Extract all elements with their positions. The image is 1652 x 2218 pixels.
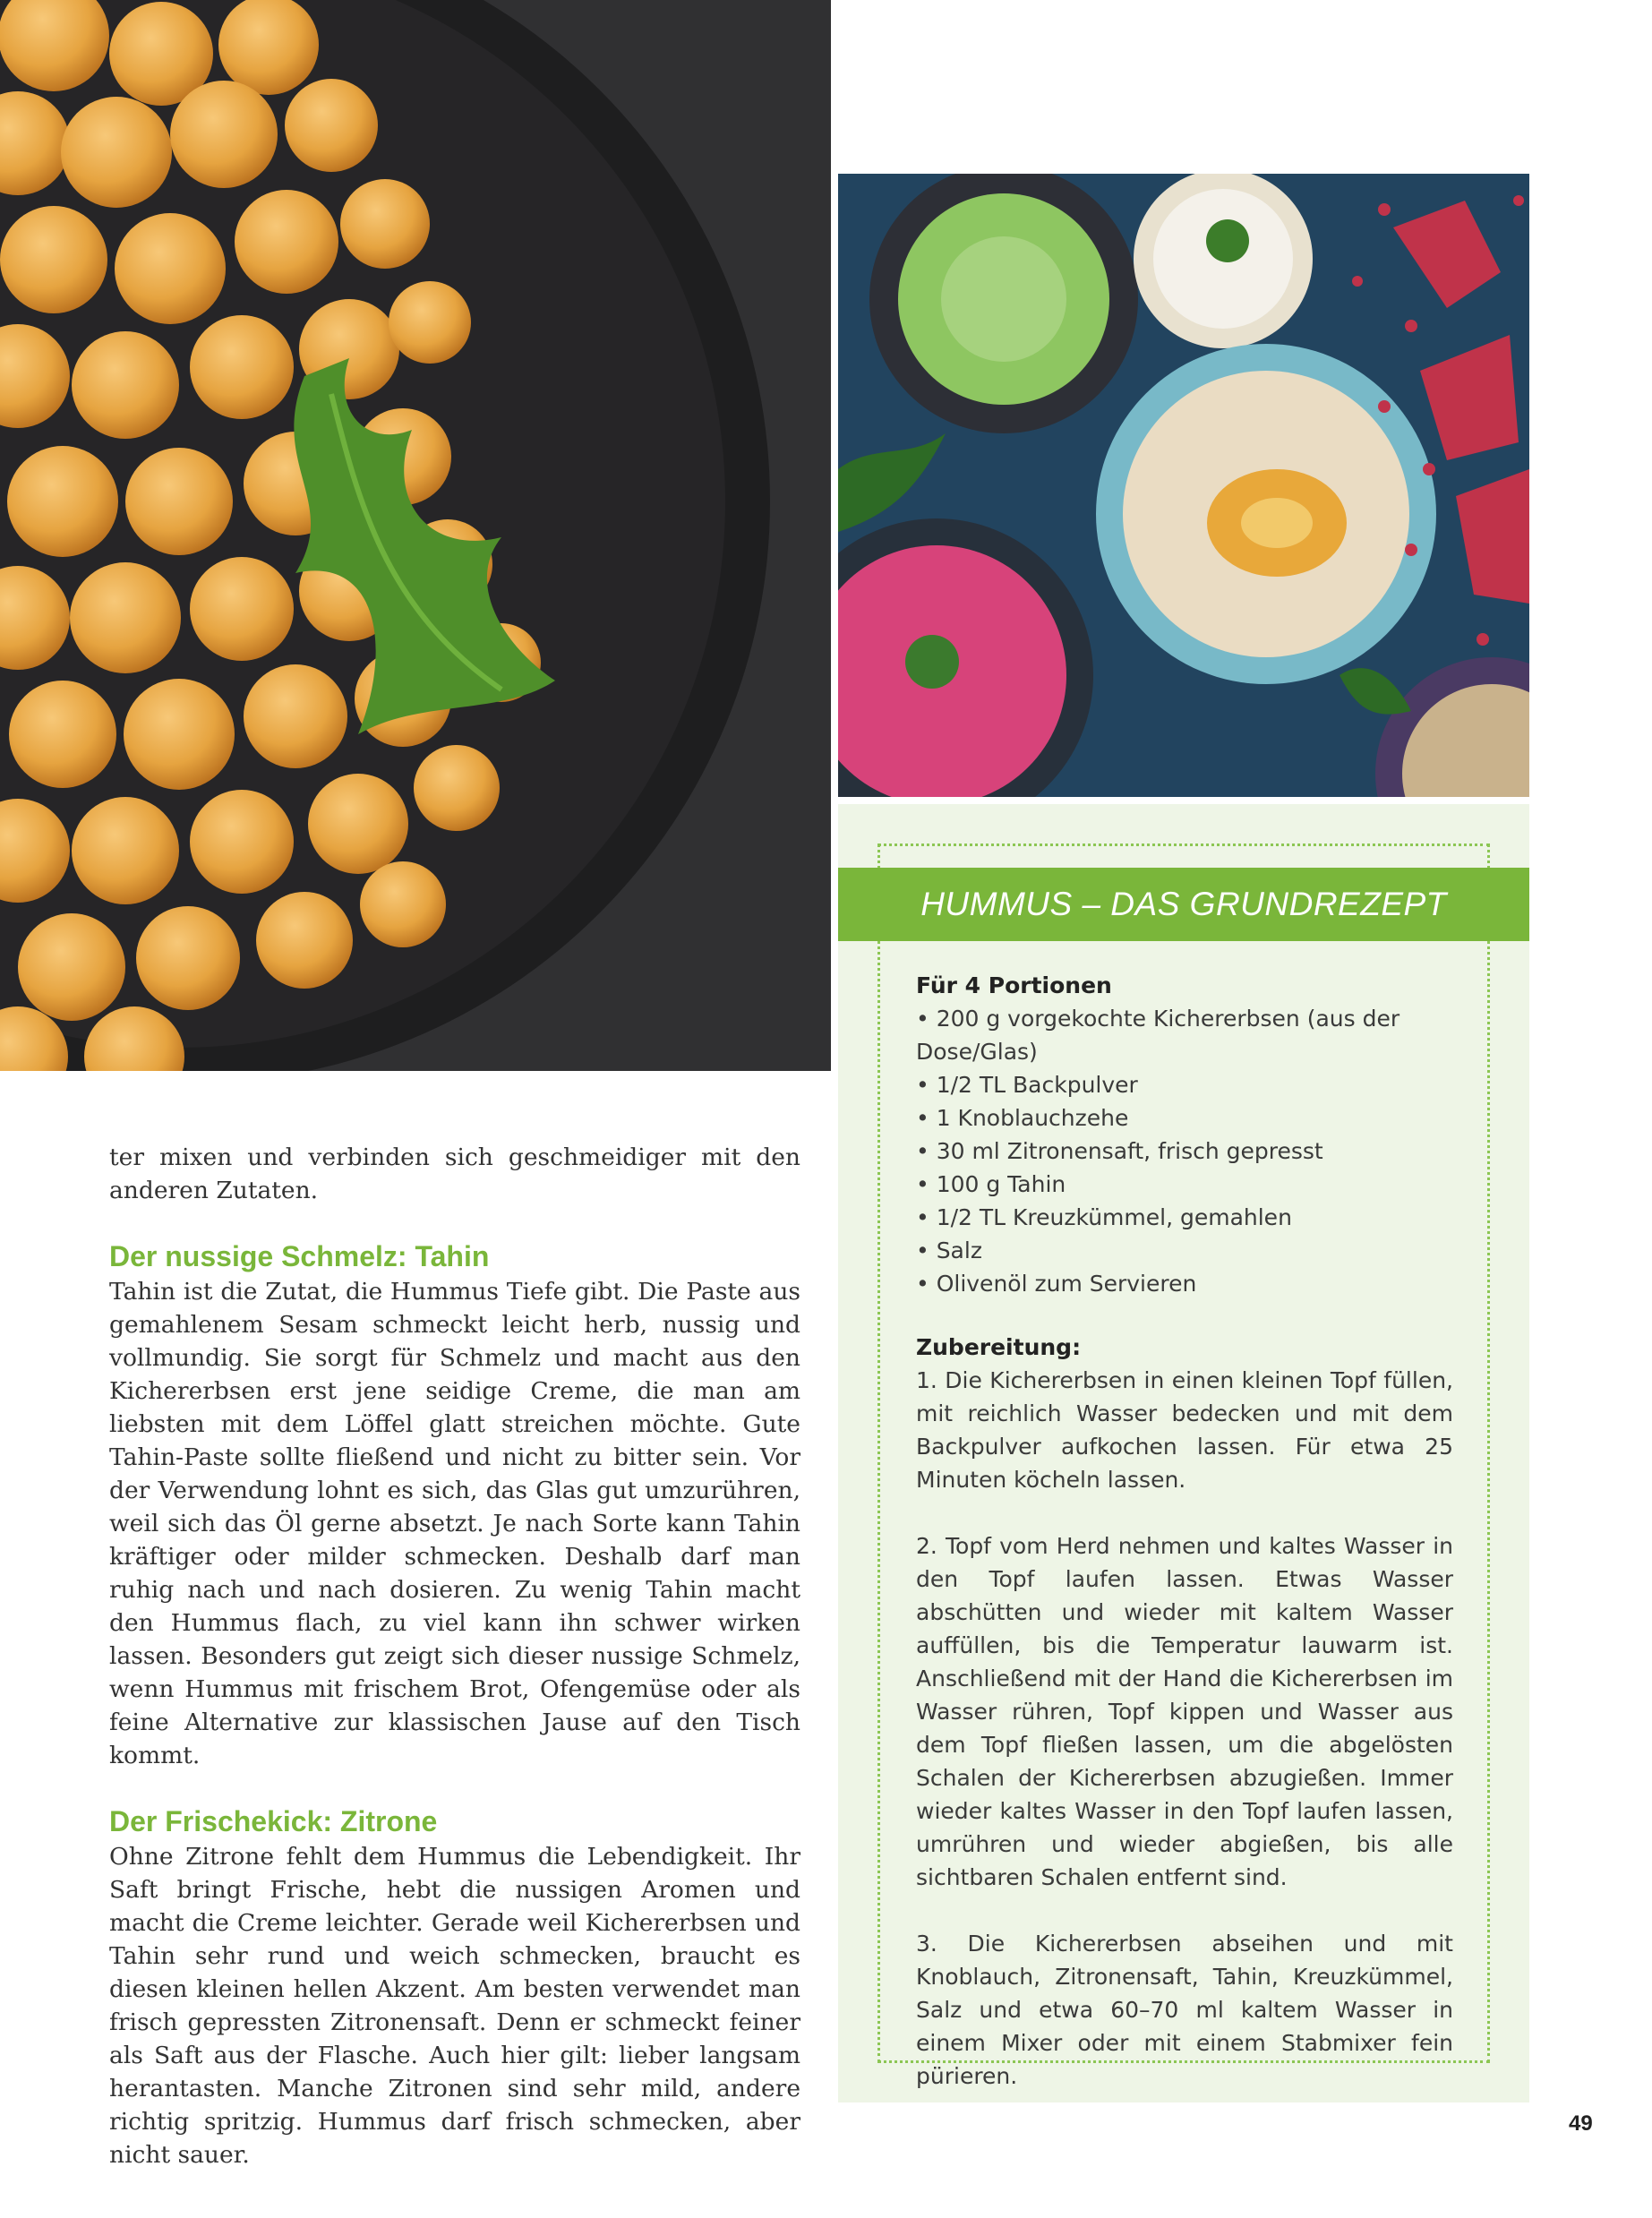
recipe-step: 3. Die Kichererbsen abseihen und mit Knoblauch, Zitronensaft, Tahin, Kreuzkümmel, Salz und etwa 60–70 ml kaltem Wasser in einem Mixer oder mit einem Stabmixer fein pürieren. xyxy=(916,1931,1453,2089)
ingredient-list xyxy=(916,1002,1453,1300)
ingredient-item: • 1 Knoblauchzehe xyxy=(916,1105,1129,1131)
section-heading-zitrone: Der Frischekick: Zitrone xyxy=(109,1805,438,1837)
chickpeas-photo xyxy=(0,0,831,1071)
ingredient-item: • 1/2 TL Kreuzkümmel, gemahlen xyxy=(916,1204,1292,1230)
section-heading-tahin: Der nussige Schmelz: Tahin xyxy=(109,1240,490,1272)
recipe-servings: Für 4 Portionen xyxy=(916,972,1112,998)
article-intro: ter mixen und verbinden sich geschmeidiger mit den anderen Zutaten. xyxy=(109,1143,800,1204)
dips-photo xyxy=(838,174,1529,797)
recipe-box xyxy=(838,804,1529,2102)
recipe-content xyxy=(916,969,1453,2126)
page-number: 49 xyxy=(1569,2111,1593,2136)
ingredient-item: • 1/2 TL Backpulver xyxy=(916,1072,1138,1098)
ingredient-item: • 100 g Tahin xyxy=(916,1171,1066,1197)
recipe-step: 2. Topf vom Herd nehmen und kaltes Wasser in den Topf laufen lassen. Etwas Wasser abschütten und wieder mit kaltem Wasser auffüllen, bis die Temperatur lauwarm ist. Anschließend mit der Hand die Kichererbsen im Wasser rühren, Topf kippen und Wasser aus dem Topf fließen lassen, um die abgelösten Schalen der Kichererbsen abzugießen. Immer wieder kaltes Wasser in den Topf laufen lassen, umrühren und wieder abgießen, bis alle sichtbaren Schalen entfernt sind. xyxy=(916,1533,1453,1890)
section-text-tahin: Tahin ist die Zutat, die Hummus Tiefe gibt. Die Paste aus gemahlenem Sesam schmeckt leicht herb, nussig und vollmundig. Sie sorgt für Schmelz und macht aus den Kichererbsen erst jene seidige Creme, die man am liebsten mit dem Löffel glatt streichen möchte. Gute Tahin-Paste sollte fließend und nicht zu bitter sein. Vor der Verwendung lohnt es sich, das Glas gut umzurühren, weil sich das Öl gerne absetzt. Je nach Sorte kann Tahin kräftiger oder milder schmecken. Deshalb darf man ruhig nach und nach dosieren. Zu wenig Tahin macht den Hummus flach, zu viel kann ihn schwer wirken lassen. Besonders gut zeigt sich dieser nussige Schmelz, wenn Hummus mit frischem Brot, Ofengemüse oder als feine Alternative zur klassischen Jause auf den Tisch kommt. xyxy=(109,1278,800,1769)
steps-heading: Zubereitung: xyxy=(916,1334,1082,1360)
recipe-title: HUMMUS – DAS GRUNDREZEPT xyxy=(838,868,1529,941)
article-column xyxy=(109,1141,800,2171)
ingredient-item: • Olivenöl zum Servieren xyxy=(916,1271,1197,1297)
ingredient-item: • Salz xyxy=(916,1237,982,1263)
recipe-step: 1. Die Kichererbsen in einen kleinen Topf füllen, mit reichlich Wasser bedecken und mit dem Backpulver aufkochen lassen. Für etwa 25 Minuten köcheln lassen. xyxy=(916,1367,1453,1493)
ingredient-item: • 200 g vorgekochte Kichererbsen (aus der Dose/Glas) xyxy=(916,1006,1400,1065)
section-text-zitrone: Ohne Zitrone fehlt dem Hummus die Lebendigkeit. Ihr Saft bringt Frische, hebt die nussigen Aromen und macht die Creme leichter. Gerade weil Kichererbsen und Tahin sehr rund und weich schmecken, braucht es diesen kleinen hellen Akzent. Am besten verwendet man frisch gepressten Zitronensaft. Denn er schmeckt feiner als Saft aus der Flasche. Auch hier gilt: lieber langsam herantasten. Manche Zitronen sind sehr mild, andere richtig spritzig. Hummus darf frisch schmecken, aber nicht sauer. xyxy=(109,1843,800,2169)
ingredient-item: • 30 ml Zitronensaft, frisch gepresst xyxy=(916,1138,1323,1164)
